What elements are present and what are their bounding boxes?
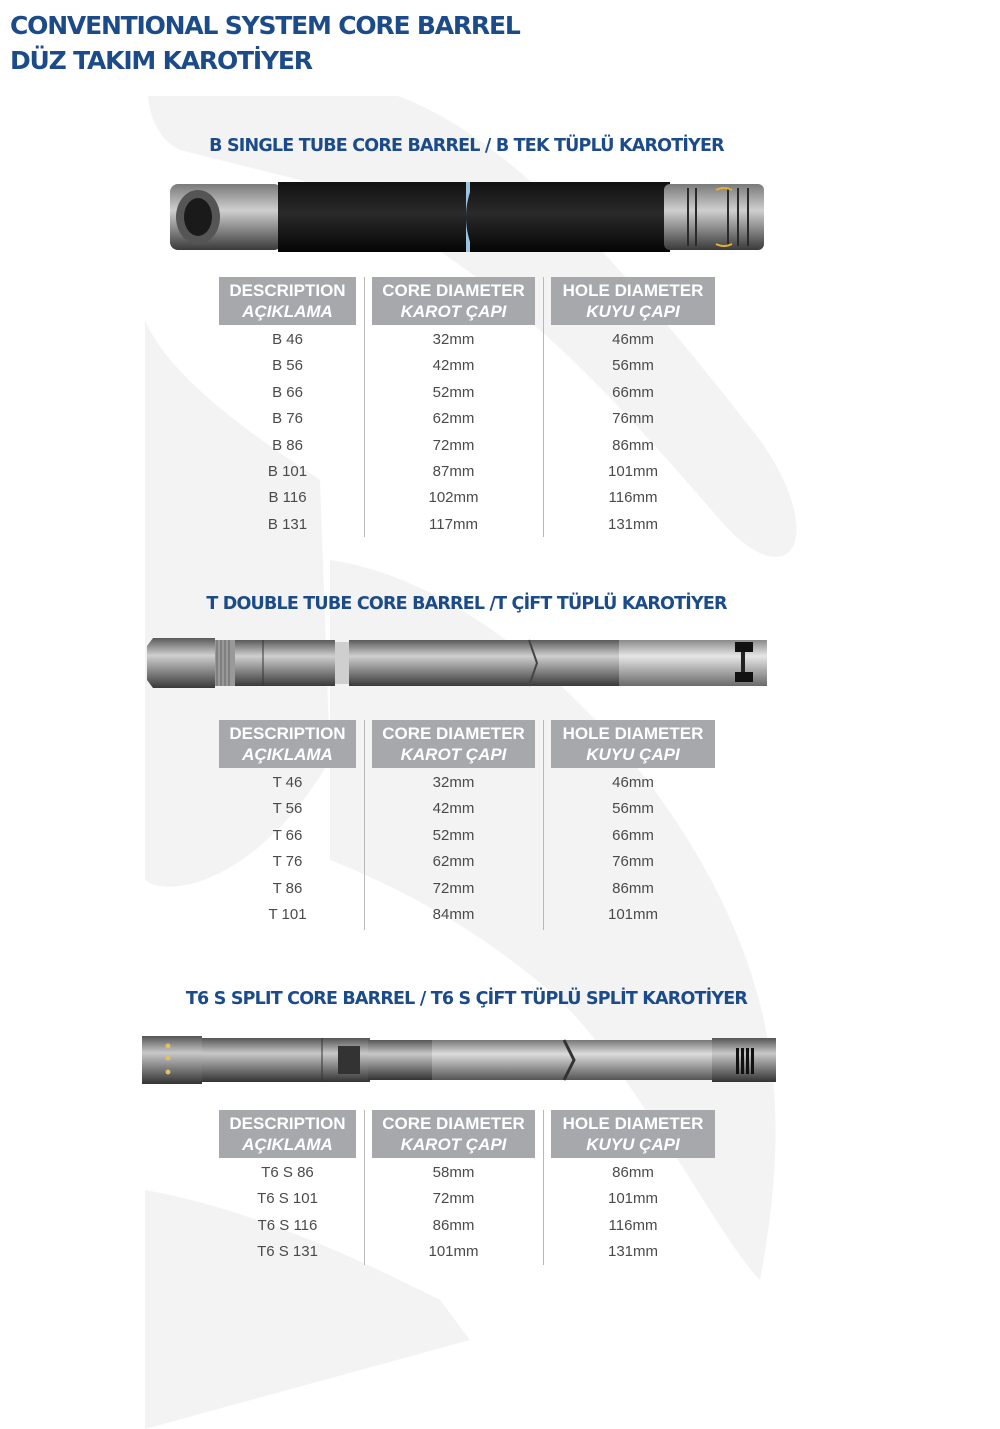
page-title-tr: DÜZ TAKIM KAROTİYER <box>10 46 312 75</box>
table-row: T6 S 131 101mm 131mm <box>257 1243 659 1261</box>
double-tube-core-barrel-image <box>145 634 770 692</box>
table-row: T 66 52mm 66mm <box>272 826 654 844</box>
header-core-diameter: CORE DIAMETER KAROT ÇAPI <box>372 277 535 325</box>
table-row: T 86 72mm 86mm <box>272 879 654 897</box>
table-row: B 56 42mm 56mm <box>272 357 654 375</box>
header-hole-diameter: HOLE DIAMETER KUYU ÇAPI <box>551 277 715 325</box>
header-description: DESCRIPTION AÇIKLAMA <box>219 720 356 768</box>
section-title-t6s: T6 S SPLIT CORE BARREL / T6 S ÇİFT TÜPLÜ SPLİT KAROTİYER <box>185 989 748 1009</box>
page-title-en: CONVENTIONAL SYSTEM CORE BARREL <box>10 11 520 40</box>
table-row: B 116 102mm 116mm <box>268 489 658 507</box>
table-row: T6 S 101 72mm 101mm <box>257 1190 659 1208</box>
header-description: DESCRIPTION AÇIKLAMA <box>219 277 356 325</box>
header-hole-diameter: HOLE DIAMETER KUYU ÇAPI <box>551 1110 715 1158</box>
single-tube-core-barrel-image <box>168 180 768 256</box>
table-row: B 76 62mm 76mm <box>272 410 654 428</box>
table-row: T 46 32mm 46mm <box>272 774 654 791</box>
table-row: B 46 32mm 46mm <box>272 331 654 348</box>
table-row: B 131 117mm 131mm <box>267 515 659 533</box>
table-row: T 101 84mm 101mm <box>268 905 659 923</box>
table-body <box>219 329 715 540</box>
spec-table-t6s <box>219 1110 715 1265</box>
section-title-t: T DOUBLE TUBE CORE BARREL /T ÇİFT TÜPLÜ KAROTİYER <box>206 594 727 614</box>
header-core-diameter: CORE DIAMETER KAROT ÇAPI <box>372 720 535 768</box>
spec-table-b <box>219 277 715 537</box>
header-description: DESCRIPTION AÇIKLAMA <box>219 1110 356 1158</box>
table-row: B 66 52mm 66mm <box>272 383 654 401</box>
header-core-diameter: CORE DIAMETER KAROT ÇAPI <box>372 1110 535 1158</box>
table-row: B 101 87mm 101mm <box>267 462 659 480</box>
table-row: T 76 62mm 76mm <box>272 853 654 871</box>
table-row: T6 S 86 58mm 86mm <box>261 1164 654 1181</box>
table-row: T 56 42mm 56mm <box>272 800 654 818</box>
page-title <box>10 8 520 78</box>
table-body <box>219 772 715 930</box>
header-hole-diameter: HOLE DIAMETER KUYU ÇAPI <box>551 720 715 768</box>
spec-table-t <box>219 720 715 930</box>
section-title-b: B SINGLE TUBE CORE BARREL / B TEK TÜPLÜ KAROTİYER <box>209 136 724 156</box>
table-body <box>219 1162 715 1268</box>
table-row: T6 S 116 86mm 116mm <box>257 1216 658 1234</box>
split-core-barrel-image <box>140 1034 780 1086</box>
table-row: B 86 72mm 86mm <box>272 436 654 454</box>
